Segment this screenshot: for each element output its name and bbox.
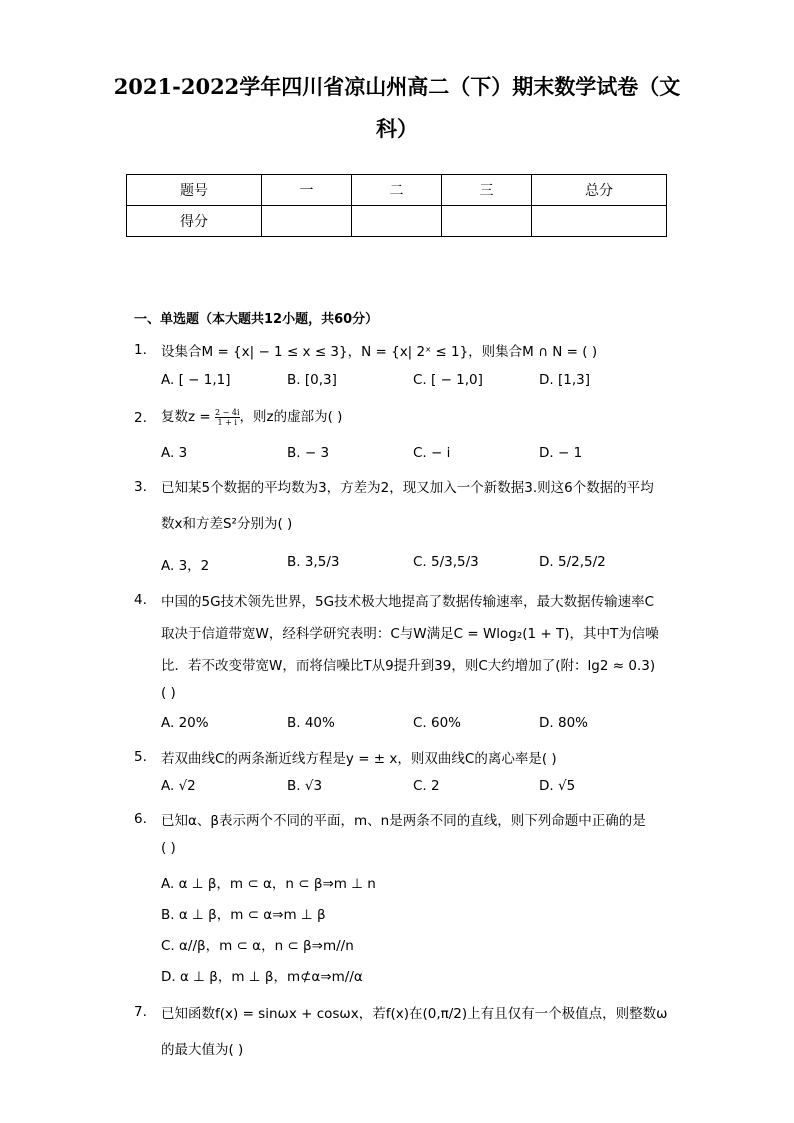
question-text-part: ，则z的虚部为( ): [239, 409, 343, 425]
question-text-line: 已知函数f(x) = sinωx + cosωx，若f(x)在(0,π/2)上有且仅有一个极值点，则整数ω: [161, 1006, 668, 1022]
question-number: 5.: [134, 749, 147, 765]
section-heading: 一、单选题（本大题共12小题，共60分）: [134, 312, 379, 327]
option-b: B. √3: [287, 778, 323, 794]
score-header-cell: 二: [352, 175, 442, 206]
score-table: [126, 174, 667, 237]
option-d: D. [1,3]: [539, 372, 590, 388]
question-text-line: 比．若不改变带宽W，而将信噪比T从9提升到39，则C大约增加了(附：lg2 ≈ 0.3): [161, 658, 656, 674]
question-text-line: ( ): [161, 840, 176, 856]
option-a: A. 3，2: [161, 558, 210, 574]
score-table-score-row: [127, 206, 667, 237]
question-text: 设集合M = {x| − 1 ≤ x ≤ 3}，N = {x| 2ˣ ≤ 1}，则集合M ∩ N = ( ): [161, 344, 598, 360]
option-c: C. 2: [413, 778, 440, 794]
question-text-line: 中国的5G技术领先世界，5G技术极大地提高了数据传输速率，最大数据传输速率C: [161, 594, 655, 610]
option-d: D. α ⊥ β，m ⊥ β，m⊄α⇒m//α: [161, 969, 363, 985]
question-number: 7.: [134, 1004, 147, 1020]
option-b: B. − 3: [287, 445, 330, 461]
option-c: C. 60%: [413, 715, 462, 731]
option-c: C. 5/3,5/3: [413, 554, 479, 570]
question-text: 若双曲线C的两条渐近线方程是y = ± x，则双曲线C的离心率是( ): [161, 751, 557, 767]
question-text-line: 取决于信道带宽W，经科学研究表明：C与W满足C = Wlog₂(1 + T)，其中T为信噪: [161, 626, 659, 642]
option-c: C. [ − 1,0]: [413, 372, 483, 388]
score-table-header-row: [127, 175, 667, 206]
question-text-part: 复数z =: [161, 409, 215, 425]
question-number: 4.: [134, 592, 147, 608]
fraction-denominator: 1 + i: [217, 417, 237, 427]
score-row-label: 得分: [127, 206, 262, 237]
score-header-cell: 总分: [532, 175, 667, 206]
score-cell: [262, 206, 352, 237]
option-d: D. 80%: [539, 715, 588, 731]
score-cell: [352, 206, 442, 237]
title-line-1: 2021-2022学年四川省凉山州高二（下）期末数学试卷（文: [113, 74, 681, 99]
question-text-line: 数x和方差S²分别为( ): [161, 516, 293, 532]
option-d: D. √5: [539, 778, 576, 794]
option-a: A. 3: [161, 445, 188, 461]
score-header-cell: 三: [442, 175, 532, 206]
option-b: B. 40%: [287, 715, 335, 731]
option-c: C. α//β，m ⊂ α，n ⊂ β⇒m//n: [161, 938, 354, 954]
score-header-cell: 一: [262, 175, 352, 206]
title-line-2: 科）: [376, 116, 418, 141]
option-b: B. 3,5/3: [287, 554, 340, 570]
question-text-line: 的最大值为( ): [161, 1042, 244, 1058]
fraction-numerator: 2 − 4i: [214, 407, 240, 417]
question-text-line: ( ): [161, 685, 176, 701]
option-a: A. α ⊥ β，m ⊂ α，n ⊂ β⇒m ⊥ n: [161, 876, 376, 892]
score-cell: [532, 206, 667, 237]
fraction: [215, 408, 240, 427]
question-text: [161, 405, 342, 427]
question-text-line: 已知某5个数据的平均数为3，方差为2，现又加入一个新数据3.则这6个数据的平均: [161, 480, 654, 496]
question-number: 2.: [134, 410, 147, 426]
option-c: C. − i: [413, 445, 451, 461]
question-number: 3.: [134, 479, 147, 495]
question-number: 1.: [134, 342, 147, 358]
option-d: D. 5/2,5/2: [539, 554, 606, 570]
question-number: 6.: [134, 811, 147, 827]
option-a: A. 20%: [161, 715, 209, 731]
score-header-cell: 题号: [127, 175, 262, 206]
option-b: B. α ⊥ β，m ⊂ α⇒m ⊥ β: [161, 907, 326, 923]
option-a: A. [ − 1,1]: [161, 372, 231, 388]
page-title: [0, 66, 794, 150]
option-b: B. [0,3]: [287, 372, 337, 388]
question-text-line: 已知α、β表示两个不同的平面，m、n是两条不同的直线，则下列命题中正确的是: [161, 813, 646, 829]
option-d: D. − 1: [539, 445, 583, 461]
score-cell: [442, 206, 532, 237]
option-a: A. √2: [161, 778, 196, 794]
